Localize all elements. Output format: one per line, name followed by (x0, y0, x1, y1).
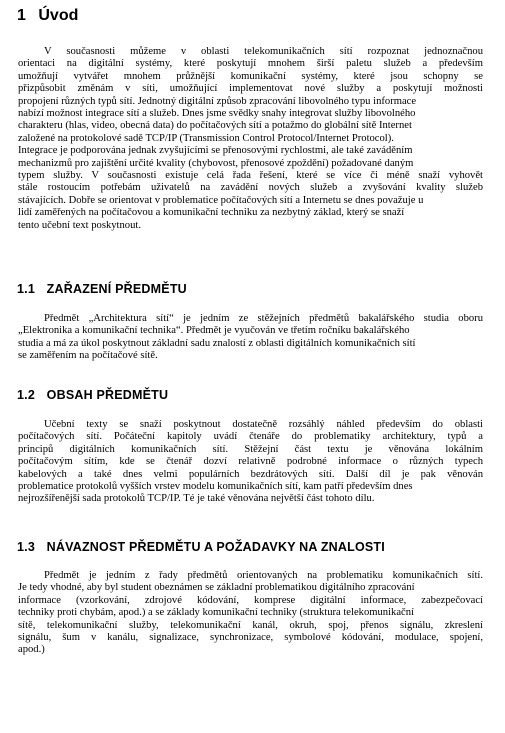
text-line: počítačovým sítím, kde se čtenář dozví relativně podrobné informace o různých typech (18, 456, 483, 468)
text-line: techniky proti chybám, apod.) a se základy komunikační techniky (struktura telekomunikační (18, 607, 414, 619)
text-line: V současnosti můžeme v oblasti telekomunikačních sítí rozpoznat jednoznačnou (44, 46, 483, 57)
text-line: Předmět je jedním z řady předmětů orientovaných na problematiku komunikačních sítí. (44, 570, 483, 581)
text-line: mechanizmů pro zajištění určité kvality (chybovost, přenosové zpoždění) požadované daným (18, 157, 414, 169)
text-line: charakteru (hlas, video, obecná data) do počítačových sítí a potažmo do globální sítě Internet (18, 120, 412, 132)
text-line: typem služby. V současnosti existuje celá řada řešení, které se více či méně snaží vyhovět (18, 170, 483, 182)
section-number: 1.3 (17, 540, 35, 554)
text-line: propojení různých typů sítí. Jednotný digitální způsob zpracování libovolného typu informace (18, 95, 417, 107)
text-line: Integrace je podporována jednak zvyšujícími se přenosovými rychlostmi, ale také zaváděním (18, 145, 413, 157)
text-line: založené na protokolové sadě TCP/IP (Transmission Control Protocol/Internet Protocol). (18, 132, 394, 144)
text-line: se zaměřením na počítačové sítě. (18, 350, 158, 362)
section-1-3-paragraph (18, 570, 483, 657)
section-title: OBSAH PŘEDMĚTU (46, 388, 169, 402)
text-line: nabízí možnost integrace sítí a služeb. Dnes jsme svědky snahy integrovat služby libovolného (18, 108, 416, 120)
text-line: informace (vzorkování, zdrojové kódování, komprese digitální informace, zabezpečovací (18, 594, 483, 606)
section-heading-1-2 (17, 388, 168, 402)
section-1-1-paragraph (18, 313, 483, 363)
intro-paragraph (18, 46, 483, 232)
text-line: sítě, telekomunikační služby, telekomunikační kanál, okruh, spoj, přenos signálu, zkreslení (18, 619, 483, 631)
text-line: Učební texty se snaží poskytnout dostatečně rozsáhlý náhled především do oblasti (44, 419, 483, 430)
text-line: kabelových a také dnes velmi populárních bezdrátových sítí. Další díl je pak věnován (18, 468, 483, 480)
text-line: „Elektronika a komunikační technika“. Předmět je vyučován ve třetím ročníku bakalářského (18, 325, 410, 337)
text-line: stále rostoucím potřebám uživatelů na zavádění nových služeb a zvyšování kvality služeb (18, 182, 483, 194)
text-line: nejrozšířenější sada protokolů TCP/IP. Té je také věnována největší část tohoto dílu. (18, 493, 375, 505)
text-line: orientaci na digitální systémy, které poskytují mnohem širší paletu služeb a především (18, 58, 483, 70)
text-line: počítačových sítí. Počáteční kapitoly uvádí čtenáře do problematiky architektury, typů a (18, 431, 483, 443)
text-line: umožňují vytvářet mnohem průžnější komunikační systémy, které jsou schopny se (18, 70, 483, 82)
text-line: apod.) (18, 644, 45, 656)
text-line: principů digitálních komunikačních sítí. Stěžejní část textu je věnována lokálním (18, 443, 483, 455)
section-heading-1-1 (17, 282, 187, 296)
text-line: lidí zaměřených na počítačovou a komunikační techniku za nezbytný základ, který se snaží (18, 207, 405, 219)
section-heading-1-3 (17, 540, 385, 554)
text-line: studia a má za úkol poskytnout základní sadu znalostí z oblasti digitálních komunikačních sítí (18, 337, 416, 349)
chapter-number: 1 (17, 7, 26, 24)
text-line: Je tedy vhodné, aby byl student obeznámen se základní problematikou digitálního zpracování (18, 582, 415, 594)
section-title: NÁVAZNOST PŘEDMĚTU A POŽADAVKY NA ZNALOSTI (46, 540, 385, 554)
text-line: problematice protokolů vyšších vrstev modelu komunikačních sítí, kam patří především dnes (18, 481, 413, 493)
chapter-title: Úvod (38, 7, 79, 24)
text-line: tento učební text poskytnout. (18, 219, 141, 231)
text-line: Předmět „Architektura sítí“ je jedním ze stěžejních předmětů bakalářského studia oboru (44, 313, 483, 324)
section-title: ZAŘAZENÍ PŘEDMĚTU (46, 282, 187, 296)
text-line: signálu, šum v kanálu, signalizace, synchronizace, symbolové kódování, modulace, spojení, (18, 632, 483, 644)
section-number: 1.1 (17, 282, 35, 296)
chapter-heading (17, 7, 78, 25)
section-1-2-paragraph (18, 419, 483, 506)
section-number: 1.2 (17, 388, 35, 402)
text-line: stávajících. Dobře se orientovat v problematice počítačových sítí a Internetu se dnes považuje u (18, 194, 424, 206)
text-line: přizpůsobit změnám v síti, umožňující implementovat nové služby a poskytují možnosti (18, 83, 483, 95)
